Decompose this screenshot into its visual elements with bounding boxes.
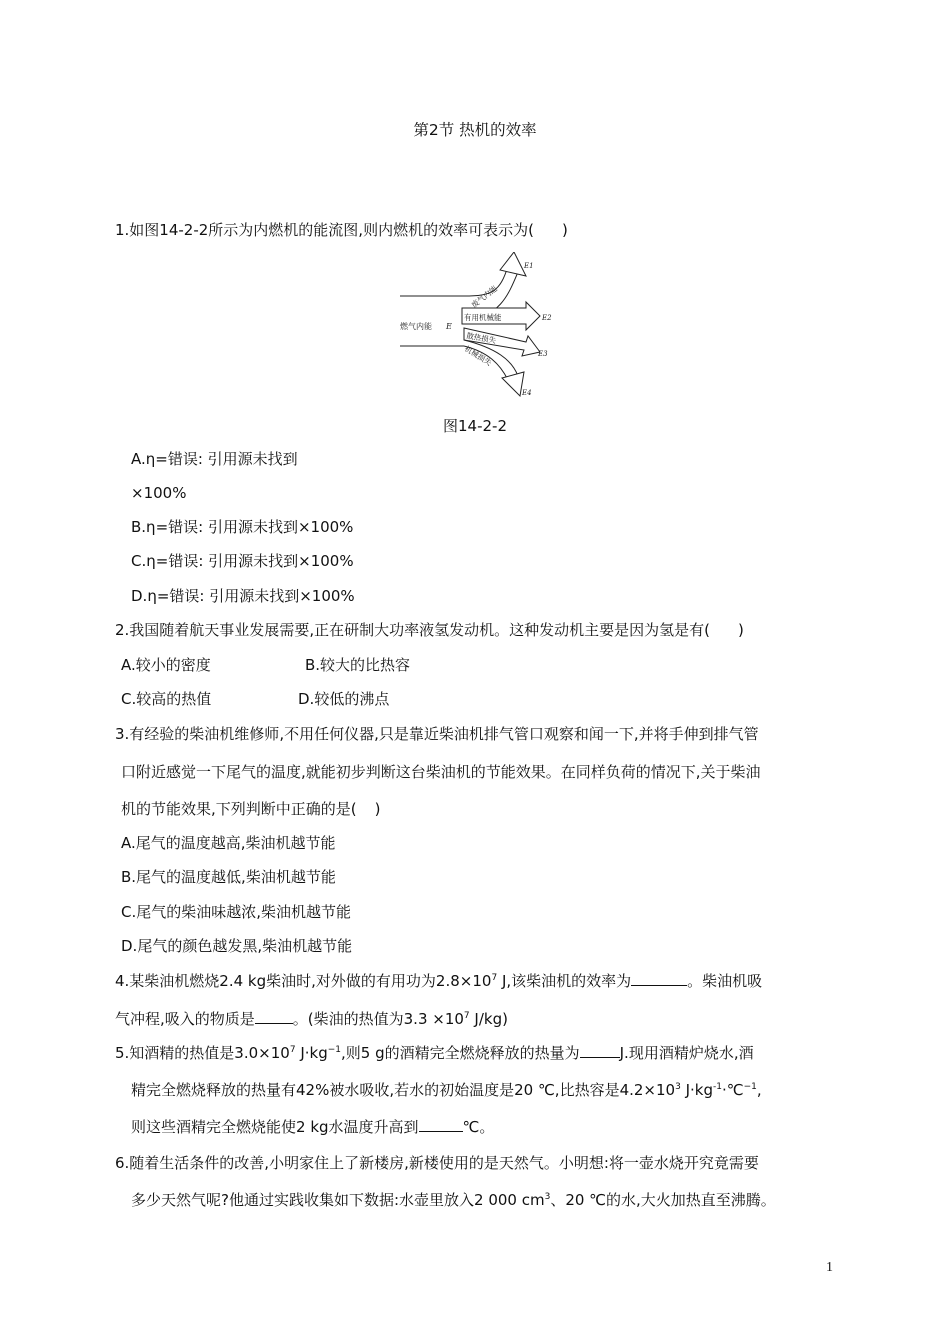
question-5-line2: 精完全燃烧释放的热量有42%被水吸收,若水的初始温度是20 ℃,比热容是$4.2\times 10^3$ $J\cdot kg^{-1}\cdot℃^{-1}$, — [131, 1081, 762, 1099]
arrow-label-mechanical-loss: 机械损失 — [462, 344, 494, 368]
arrow-symbol-e2: E2 — [542, 314, 552, 322]
page-title: 第2节 热机的效率 — [413, 121, 537, 139]
question-3-line1: 3.有经验的柴油机维修师,不用任何仪器,只是靠近柴油机排气管口观察和闻一下,并将手伸到排气管 — [115, 725, 759, 743]
q2-option-c: C.较高的热值 — [121, 690, 212, 708]
q1-option-b: B.η=错误: 引用源未找到×100% — [131, 518, 354, 536]
question-5-line1: 5.知酒精的热值是$3.0\times 10^7$ $J\cdot kg^{-1}$,则5 g的酒精完全燃烧释放的热量为 J.现用酒精炉烧水,酒 — [115, 1044, 754, 1062]
q3-option-a: A.尾气的温度越高,柴油机越节能 — [121, 834, 336, 852]
figure-caption: 图14-2-2 — [443, 417, 507, 435]
answer-blank-efficiency[interactable] — [631, 971, 687, 986]
q2-option-d: D.较低的沸点 — [298, 690, 390, 708]
q3-option-b: B.尾气的温度越低,柴油机越节能 — [121, 868, 336, 886]
answer-blank-intake-substance[interactable] — [255, 1009, 293, 1024]
arrow-symbol-e1: E1 — [524, 262, 534, 270]
q1-option-c: C.η=错误: 引用源未找到×100% — [131, 552, 354, 570]
input-energy-symbol: E — [446, 322, 452, 331]
question-1-stem: 1.如图14-2-2所示为内燃机的能流图,则内燃机的效率可表示为( ) — [115, 221, 568, 239]
q2-option-b: B.较大的比热容 — [305, 656, 411, 674]
question-5-line3: 则这些酒精完全燃烧能使2 kg水温度升高到 ℃。 — [131, 1118, 495, 1136]
q3-option-d: D.尾气的颜色越发黑,柴油机越节能 — [121, 937, 353, 955]
question-3-line2: 口附近感觉一下尾气的温度,就能初步判断这台柴油机的节能效果。在同样负荷的情况下,关于柴油 — [121, 763, 761, 781]
q2-option-a: A.较小的密度 — [121, 656, 211, 674]
q1-option-a-line2: ×100% — [131, 484, 187, 502]
question-6-line1: 6.随着生活条件的改善,小明家住上了新楼房,新楼使用的是天然气。小明想:将一壶水烧开究竟需要 — [115, 1154, 759, 1172]
arrow-label-useful: 有用机械能 — [464, 313, 502, 322]
energy-flow-diagram — [396, 252, 556, 400]
question-3-line3: 机的节能效果,下列判断中正确的是( ) — [121, 800, 381, 818]
arrow-symbol-e4: E4 — [522, 389, 532, 397]
arrow-label-heat-loss: 散热损失 — [465, 331, 497, 346]
question-4-line2: 气冲程,吸入的物质是 。(柴油的热值为$3.3 \times 10^7$ J/kg) — [115, 1010, 508, 1028]
question-6-line2: 多少天然气呢?他通过实践收集如下数据:水壶里放入2 000 $cm^3$、20 ℃的水,大火加热直至沸腾。 — [131, 1191, 776, 1209]
answer-blank-heat-released[interactable] — [580, 1043, 620, 1058]
page-number: 1 — [826, 1260, 833, 1275]
question-4-line1: 4.某柴油机燃烧2.4 kg柴油时,对外做的有用功为$2.8\times 10^7$ J,该柴油机的效率为 。柴油机吸 — [115, 972, 763, 990]
answer-blank-final-temperature[interactable] — [419, 1117, 463, 1132]
arrow-symbol-e3: E3 — [538, 350, 548, 358]
input-energy-label: 燃气内能 — [400, 322, 432, 331]
arrow-label-exhaust: 废气内能 — [469, 284, 499, 310]
q3-option-c: C.尾气的柴油味越浓,柴油机越节能 — [121, 903, 352, 921]
q1-option-d: D.η=错误: 引用源未找到×100% — [131, 587, 355, 605]
question-2-stem: 2.我国随着航天事业发展需要,正在研制大功率液氢发动机。这种发动机主要是因为氢是有( ) — [115, 621, 744, 639]
q1-option-a-line1: A.η=错误: 引用源未找到 — [131, 450, 298, 468]
